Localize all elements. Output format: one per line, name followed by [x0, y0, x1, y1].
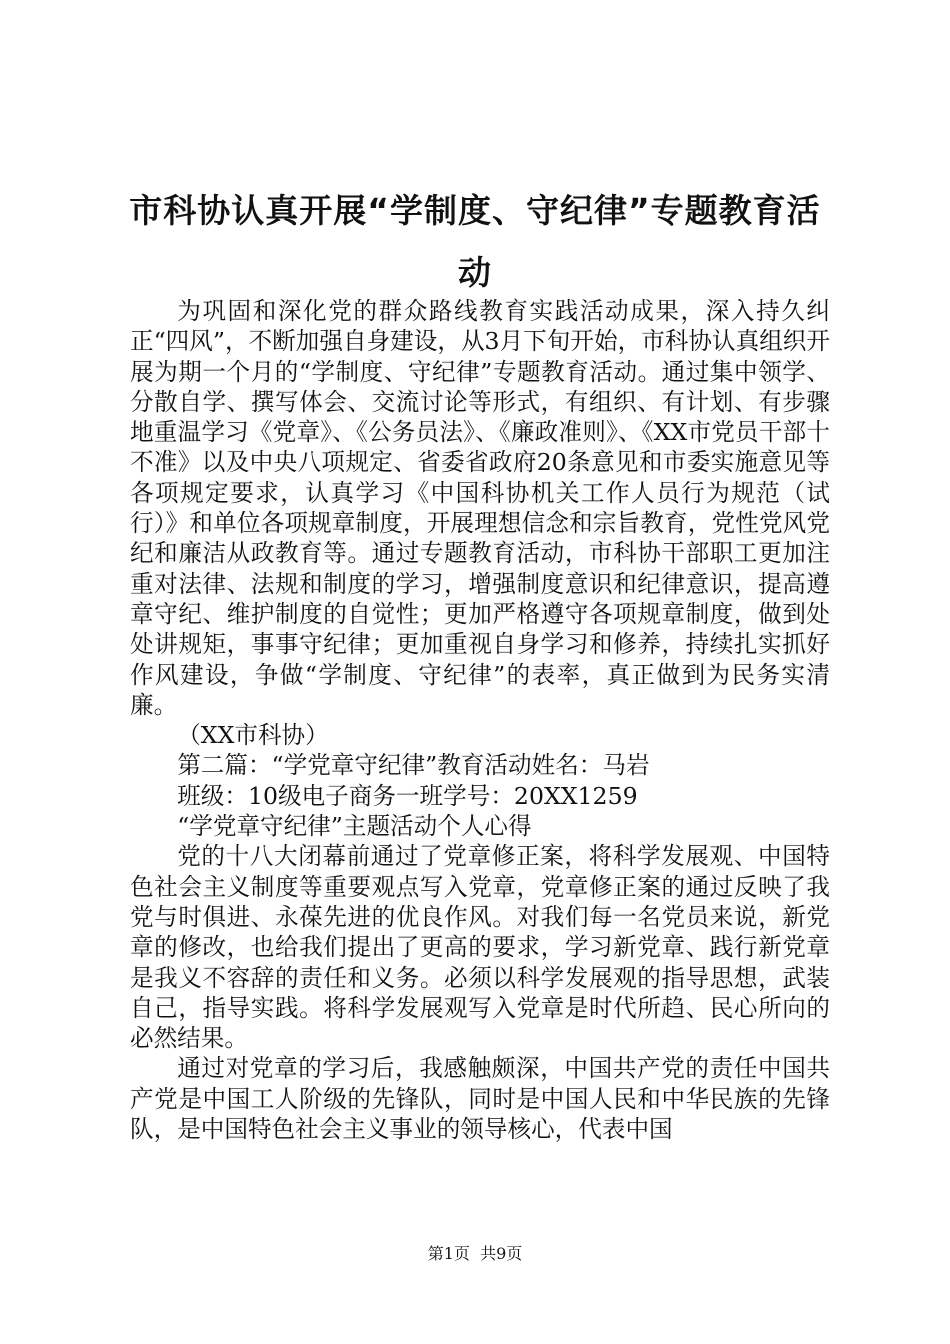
page-number: 第1页 共9页	[427, 1244, 523, 1263]
subtitle-line: “学党章守纪律”主题活动个人心得	[177, 812, 532, 841]
class-info-line: 班级：10级电子商务一班学号：20XX1259	[177, 781, 638, 810]
document-body	[130, 296, 830, 1144]
document-title: 市科协认真开展“学制度、守纪律”专题教育活动	[129, 191, 821, 292]
paragraph-study-reflection: 通过对党章的学习后，我感触颇深，中国共产党的责任中国共产党是中国工人阶级的先锋队，同时是中国人民和中华民族的先锋队，是中国特色社会主义事业的领导核心，代表中国	[130, 1054, 830, 1144]
signature-line: （XX市科协）	[177, 721, 329, 750]
page-footer	[0, 1243, 950, 1265]
paragraph-intro: 为巩固和深化党的群众路线教育实践活动成果，深入持久纠正“四风”，不断加强自身建设，从3月下旬开始，市科协认真组织开展为期一个月的“学制度、守纪律”专题教育活动。通过集中领学、分散自学、撰写体会、交流讨论等形式，有组织、有计划、有步骤地重温学习《党章》、《公务员法》、《廉政准则》、《XX市党员干部十不准》以及中央八项规定、省委省政府20条意见和市委实施意见等各项规定要求，认真学习《中国科协机关工作人员行为规范（试行）》和单位各项规章制度，开展理想信念和宗旨教育，党性党风党纪和廉洁从政教育等。通过专题教育活动，市科协干部职工更加注重对法律、法规和制度的学习，增强制度意识和纪律意识，提高遵章守纪、维护制度的自觉性；更加严格遵守各项规章制度，做到处处讲规矩，事事守纪律；更加重视自身学习和修养，持续扎实抓好作风建设，争做“学制度、守纪律”的表率，真正做到为民务实清廉。	[130, 297, 830, 719]
paragraph-party-constitution: 党的十八大闭幕前通过了党章修正案，将科学发展观、中国特色社会主义制度等重要观点写入党章，党章修正案的通过反映了我党与时俱进、永葆先进的优良作风。对我们每一名党员来说，新党章的修改，也给我们提出了更高的要求，学习新党章、践行新党章是我义不容辞的责任和义务。必须以科学发展观的指导思想，武装自己，指导实践。将科学发展观写入党章是时代所趋、民心所向的必然结果。	[130, 842, 830, 1053]
part-two-heading: 第二篇：“学党章守纪律”教育活动姓名：马岩	[177, 751, 650, 780]
